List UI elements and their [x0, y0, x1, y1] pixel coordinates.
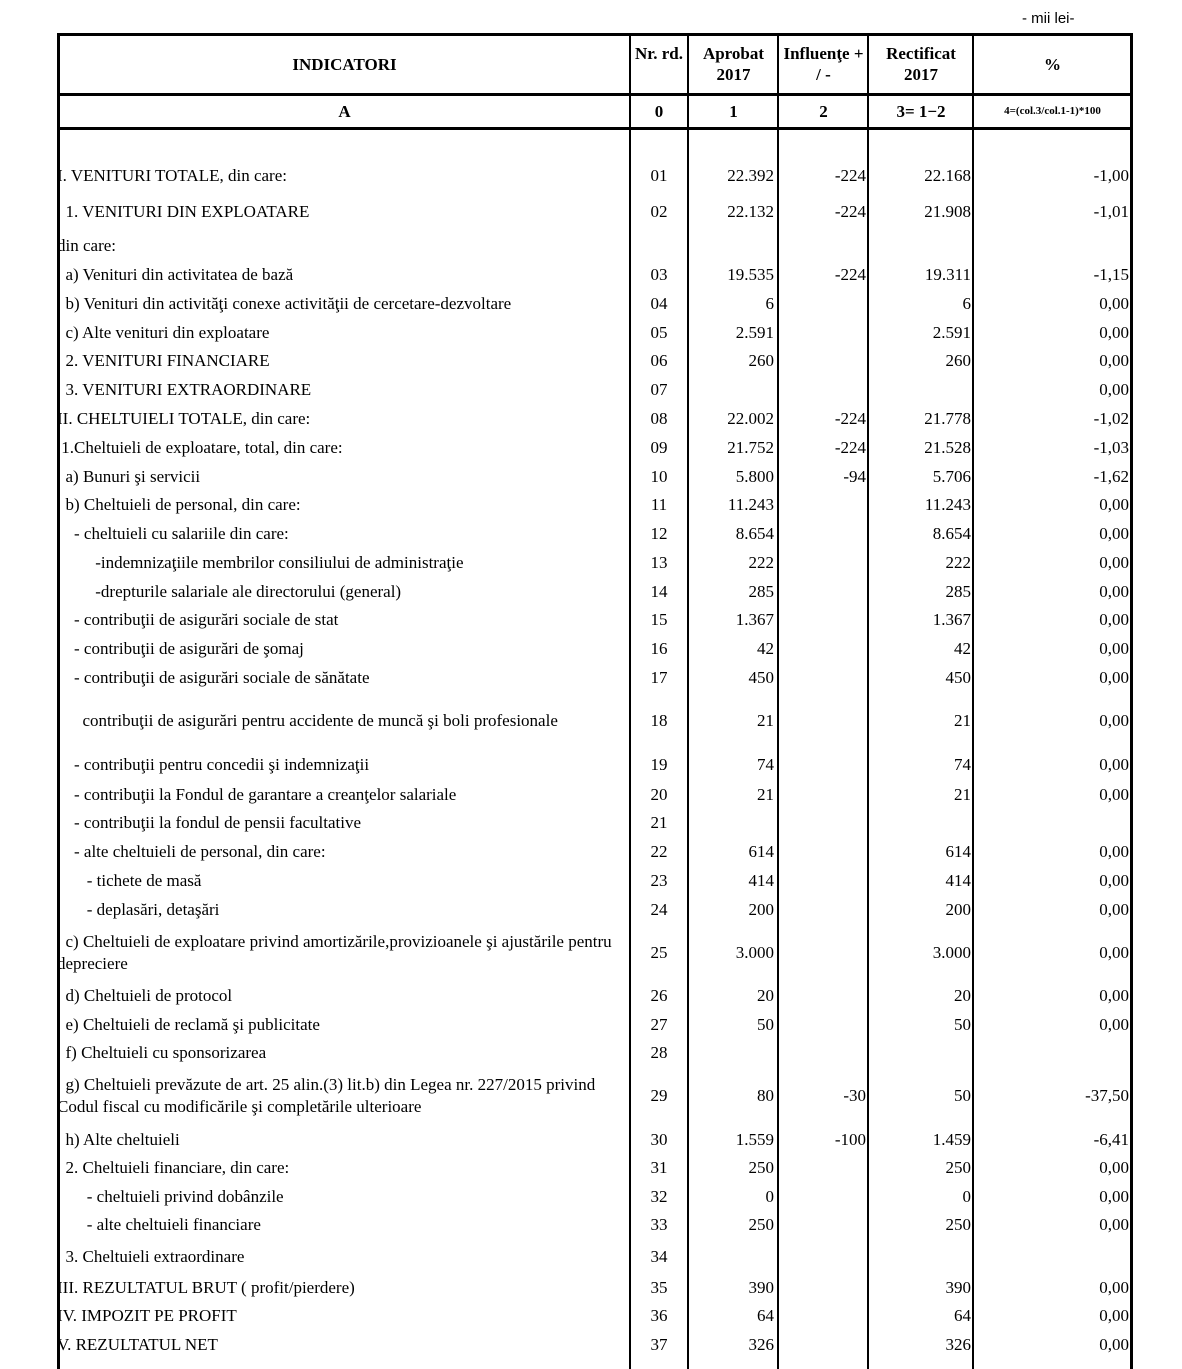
rectificat-cell: 5.706 [932, 467, 971, 486]
indicator-cell: - cheltuieli cu salariile din care: [57, 524, 289, 543]
percent-cell: 0,00 [1099, 1015, 1129, 1034]
row-number-cell: 04 [650, 294, 668, 313]
header-percent: % [1044, 55, 1061, 74]
indicator-cell: - contribuţii de asigurări sociale de stat [57, 610, 339, 629]
influente-cell: -224 [834, 409, 866, 428]
percent-cell: -1,01 [1093, 202, 1129, 221]
row-number-cell: 19 [650, 755, 668, 774]
rectificat-cell: 21.778 [924, 409, 971, 428]
percent-cell: -37,50 [1085, 1086, 1129, 1105]
indicator-cell: - contribuţii de asigurări sociale de sănătate [57, 668, 370, 687]
aprobat-cell: 0 [765, 1187, 774, 1206]
indicator-cell: g) Cheltuieli prevăzute de art. 25 alin.(3) lit.b) din Legea nr. 227/2015 privind Codul fiscal cu modificările şi completările ulterioare [57, 1075, 600, 1116]
percent-cell: 0,00 [1099, 495, 1129, 514]
row-number-cell: 25 [650, 943, 668, 962]
indicator-cell: a) Bunuri şi servicii [57, 467, 201, 486]
aprobat-cell: 19.535 [727, 265, 774, 284]
indicator-cell: - contribuţii de asigurări de şomaj [57, 639, 304, 658]
indicator-cell: c) Alte venituri din exploatare [57, 323, 270, 342]
aprobat-cell: 21.752 [727, 438, 774, 457]
percent-cell: 0,00 [1099, 524, 1129, 543]
indicator-cell: III. REZULTATUL BRUT ( profit/pierdere) [57, 1278, 355, 1297]
aprobat-cell: 5.800 [735, 467, 774, 486]
aprobat-cell: 450 [748, 668, 774, 687]
row-number-cell: 34 [650, 1247, 668, 1266]
rectificat-cell: 414 [945, 871, 971, 890]
row-number-cell: 29 [650, 1086, 668, 1105]
indicator-cell: - contribuţii la fondul de pensii facultative [57, 813, 362, 832]
subheader-a: A [338, 102, 351, 121]
rectificat-cell: 11.243 [924, 495, 971, 514]
rectificat-cell: 326 [945, 1335, 971, 1354]
rectificat-cell: 390 [945, 1278, 971, 1297]
row-number-cell: 03 [650, 265, 668, 284]
aprobat-cell: 42 [757, 639, 774, 658]
indicator-cell: h) Alte cheltuieli [57, 1130, 180, 1149]
percent-cell: 0,00 [1099, 582, 1129, 601]
aprobat-cell: 74 [757, 755, 774, 774]
row-number-cell: 17 [650, 668, 668, 687]
aprobat-cell: 6 [765, 294, 774, 313]
rectificat-cell: 6 [962, 294, 971, 313]
aprobat-cell: 3.000 [735, 943, 774, 962]
percent-cell: 0,00 [1099, 1158, 1129, 1177]
aprobat-cell: 1.559 [735, 1130, 774, 1149]
row-number-cell: 28 [650, 1043, 668, 1062]
aprobat-cell: 21 [757, 711, 774, 730]
percent-cell: 0,00 [1099, 1278, 1129, 1297]
column-divider [777, 33, 779, 1369]
header-divider [57, 93, 1133, 96]
row-number-cell: 37 [650, 1335, 668, 1354]
header-nr: Nr. rd. [634, 44, 683, 63]
row-number-cell: 11 [650, 495, 668, 514]
row-number-cell: 09 [650, 438, 668, 457]
row-number-cell: 08 [650, 409, 668, 428]
aprobat-cell: 250 [748, 1215, 774, 1234]
indicator-cell: 2. Cheltuieli financiare, din care: [57, 1158, 290, 1177]
header-rectificat: Rectificat 2017 [886, 44, 956, 84]
subheader-1: 1 [729, 102, 738, 121]
rectificat-cell: 285 [945, 582, 971, 601]
row-number-cell: 36 [650, 1306, 668, 1325]
indicator-cell: b) Venituri din activităţi conexe activităţii de cercetare-dezvoltare [57, 294, 512, 313]
indicator-cell: f) Cheltuieli cu sponsorizarea [57, 1043, 267, 1062]
row-number-cell: 33 [650, 1215, 668, 1234]
percent-cell: 0,00 [1099, 351, 1129, 370]
indicator-cell: - tichete de masă [57, 871, 202, 890]
subheader-divider [57, 127, 1133, 130]
row-number-cell: 13 [650, 553, 668, 572]
row-number-cell: 16 [650, 639, 668, 658]
rectificat-cell: 21 [954, 785, 971, 804]
indicator-cell: IV. IMPOZIT PE PROFIT [57, 1306, 237, 1325]
subheader-2: 2 [819, 102, 828, 121]
row-number-cell: 22 [650, 842, 668, 861]
indicator-cell: - deplasări, detaşări [57, 900, 220, 919]
percent-cell: 0,00 [1099, 1335, 1129, 1354]
percent-cell: 0,00 [1099, 323, 1129, 342]
indicator-cell: - cheltuieli privind dobânzile [57, 1187, 284, 1206]
influente-cell: -100 [834, 1130, 866, 1149]
indicator-cell: d) Cheltuieli de protocol [57, 986, 233, 1005]
header-indicatori: INDICATORI [292, 55, 397, 74]
aprobat-cell: 614 [748, 842, 774, 861]
rectificat-cell: 450 [945, 668, 971, 687]
header-aprobat: Aprobat 2017 [702, 44, 765, 84]
indicator-cell: c) Cheltuieli de exploatare privind amortizările,provizioanele şi ajustările pentru depreciere [57, 932, 616, 973]
rectificat-cell: 42 [954, 639, 971, 658]
rectificat-cell: 22.168 [924, 166, 971, 185]
aprobat-cell: 414 [748, 871, 774, 890]
rectificat-cell: 1.367 [932, 610, 971, 629]
rectificat-cell: 19.311 [924, 265, 971, 284]
aprobat-cell: 1.367 [735, 610, 774, 629]
rectificat-cell: 614 [945, 842, 971, 861]
percent-cell: 0,00 [1099, 668, 1129, 687]
percent-cell: -1,02 [1093, 409, 1129, 428]
row-number-cell: 15 [650, 610, 668, 629]
aprobat-cell: 222 [748, 553, 774, 572]
row-number-cell: 07 [650, 380, 668, 399]
percent-cell: 0,00 [1099, 755, 1129, 774]
indicator-cell: 2. VENITURI FINANCIARE [57, 351, 270, 370]
aprobat-cell: 200 [748, 900, 774, 919]
rectificat-cell: 8.654 [932, 524, 971, 543]
rectificat-cell: 1.459 [932, 1130, 971, 1149]
percent-cell: 0,00 [1099, 1306, 1129, 1325]
rectificat-cell: 250 [945, 1158, 971, 1177]
rectificat-cell: 74 [954, 755, 971, 774]
percent-cell: 0,00 [1099, 785, 1129, 804]
indicator-cell: din care: [57, 236, 116, 255]
aprobat-cell: 260 [748, 351, 774, 370]
row-number-cell: 01 [650, 166, 668, 185]
indicator-cell: 1. VENITURI DIN EXPLOATARE [57, 202, 310, 221]
row-number-cell: 12 [650, 524, 668, 543]
aprobat-cell: 64 [757, 1306, 774, 1325]
influente-cell: -30 [843, 1086, 866, 1105]
aprobat-cell: 326 [748, 1335, 774, 1354]
subheader-3: 3= 1−2 [896, 102, 946, 121]
indicator-cell: V. REZULTATUL NET [57, 1335, 218, 1354]
indicator-cell: -drepturile salariale ale directorului (general) [57, 582, 402, 601]
indicator-cell: - alte cheltuieli financiare [57, 1215, 261, 1234]
column-divider [867, 33, 869, 1369]
aprobat-cell: 22.002 [727, 409, 774, 428]
subheader-4: 4=(col.3/col.1-1)*100 [1004, 105, 1101, 117]
unit-label: - mii lei- [1022, 10, 1075, 27]
percent-cell: 0,00 [1099, 871, 1129, 890]
header-influente: Influenţe + / - [783, 44, 864, 84]
aprobat-cell: 22.132 [727, 202, 774, 221]
row-number-cell: 21 [650, 813, 668, 832]
indicator-cell: contribuţii de asigurări pentru accidente de muncă şi boli profesionale [57, 711, 558, 730]
percent-cell: 0,00 [1099, 294, 1129, 313]
percent-cell: -6,41 [1093, 1130, 1129, 1149]
aprobat-cell: 8.654 [735, 524, 774, 543]
indicator-cell: 3. VENITURI EXTRAORDINARE [57, 380, 312, 399]
percent-cell: 0,00 [1099, 842, 1129, 861]
percent-cell: 0,00 [1099, 553, 1129, 572]
row-number-cell: 23 [650, 871, 668, 890]
percent-cell: 0,00 [1099, 986, 1129, 1005]
indicator-cell: - alte cheltuieli de personal, din care: [57, 842, 326, 861]
row-number-cell: 20 [650, 785, 668, 804]
aprobat-cell: 285 [748, 582, 774, 601]
indicator-cell: a) Venituri din activitatea de bază [57, 265, 294, 284]
aprobat-cell: 2.591 [735, 323, 774, 342]
row-number-cell: 14 [650, 582, 668, 601]
indicator-cell: I. VENITURI TOTALE, din care: [57, 166, 287, 185]
rectificat-cell: 2.591 [932, 323, 971, 342]
subheader-0: 0 [654, 102, 664, 121]
influente-cell: -224 [834, 265, 866, 284]
rectificat-cell: 222 [945, 553, 971, 572]
rectificat-cell: 21.908 [924, 202, 971, 221]
influente-cell: -94 [843, 467, 866, 486]
influente-cell: -224 [834, 202, 866, 221]
percent-cell: -1,15 [1093, 265, 1129, 284]
percent-cell: 0,00 [1099, 1215, 1129, 1234]
indicator-cell: - contribuţii la Fondul de garantare a creanţelor salariale [57, 785, 457, 804]
percent-cell: 0,00 [1099, 943, 1129, 962]
row-number-cell: 32 [650, 1187, 668, 1206]
row-number-cell: 30 [650, 1130, 668, 1149]
indicator-cell: 1.Cheltuieli de exploatare, total, din care: [57, 438, 343, 457]
rectificat-cell: 50 [954, 1015, 971, 1034]
aprobat-cell: 20 [757, 986, 774, 1005]
aprobat-cell: 21 [757, 785, 774, 804]
rectificat-cell: 250 [945, 1215, 971, 1234]
row-number-cell: 18 [650, 711, 668, 730]
rectificat-cell: 20 [954, 986, 971, 1005]
row-number-cell: 10 [650, 467, 668, 486]
influente-cell: -224 [834, 438, 866, 457]
row-number-cell: 24 [650, 900, 668, 919]
aprobat-cell: 22.392 [727, 166, 774, 185]
aprobat-cell: 11.243 [727, 495, 774, 514]
indicator-cell: e) Cheltuieli de reclamă şi publicitate [57, 1015, 320, 1034]
percent-cell: 0,00 [1099, 711, 1129, 730]
percent-cell: 0,00 [1099, 610, 1129, 629]
indicator-cell: -indemnizaţiile membrilor consiliului de administraţie [57, 553, 464, 572]
percent-cell: 0,00 [1099, 639, 1129, 658]
rectificat-cell: 21 [954, 711, 971, 730]
row-number-cell: 26 [650, 986, 668, 1005]
aprobat-cell: 50 [757, 1015, 774, 1034]
indicator-cell: 3. Cheltuieli extraordinare [57, 1247, 245, 1266]
row-number-cell: 27 [650, 1015, 668, 1034]
percent-cell: -1,00 [1093, 166, 1129, 185]
row-number-cell: 02 [650, 202, 668, 221]
percent-cell: 0,00 [1099, 900, 1129, 919]
influente-cell: -224 [834, 166, 866, 185]
rectificat-cell: 50 [954, 1086, 971, 1105]
indicator-cell: b) Cheltuieli de personal, din care: [57, 495, 301, 514]
aprobat-cell: 80 [757, 1086, 774, 1105]
aprobat-cell: 390 [748, 1278, 774, 1297]
rectificat-cell: 3.000 [932, 943, 971, 962]
indicator-cell: - contribuţii pentru concedii şi indemnizaţii [57, 755, 370, 774]
percent-cell: -1,62 [1093, 467, 1129, 486]
indicator-cell: II. CHELTUIELI TOTALE, din care: [57, 409, 311, 428]
aprobat-cell: 250 [748, 1158, 774, 1177]
column-divider [972, 33, 974, 1369]
row-number-cell: 06 [650, 351, 668, 370]
rectificat-cell: 260 [945, 351, 971, 370]
percent-cell: -1,03 [1093, 438, 1129, 457]
rectificat-cell: 21.528 [924, 438, 971, 457]
percent-cell: 0,00 [1099, 1187, 1129, 1206]
rectificat-cell: 200 [945, 900, 971, 919]
percent-cell: 0,00 [1099, 380, 1129, 399]
row-number-cell: 35 [650, 1278, 668, 1297]
row-number-cell: 05 [650, 323, 668, 342]
rectificat-cell: 0 [962, 1187, 971, 1206]
row-number-cell: 31 [650, 1158, 668, 1177]
rectificat-cell: 64 [954, 1306, 971, 1325]
